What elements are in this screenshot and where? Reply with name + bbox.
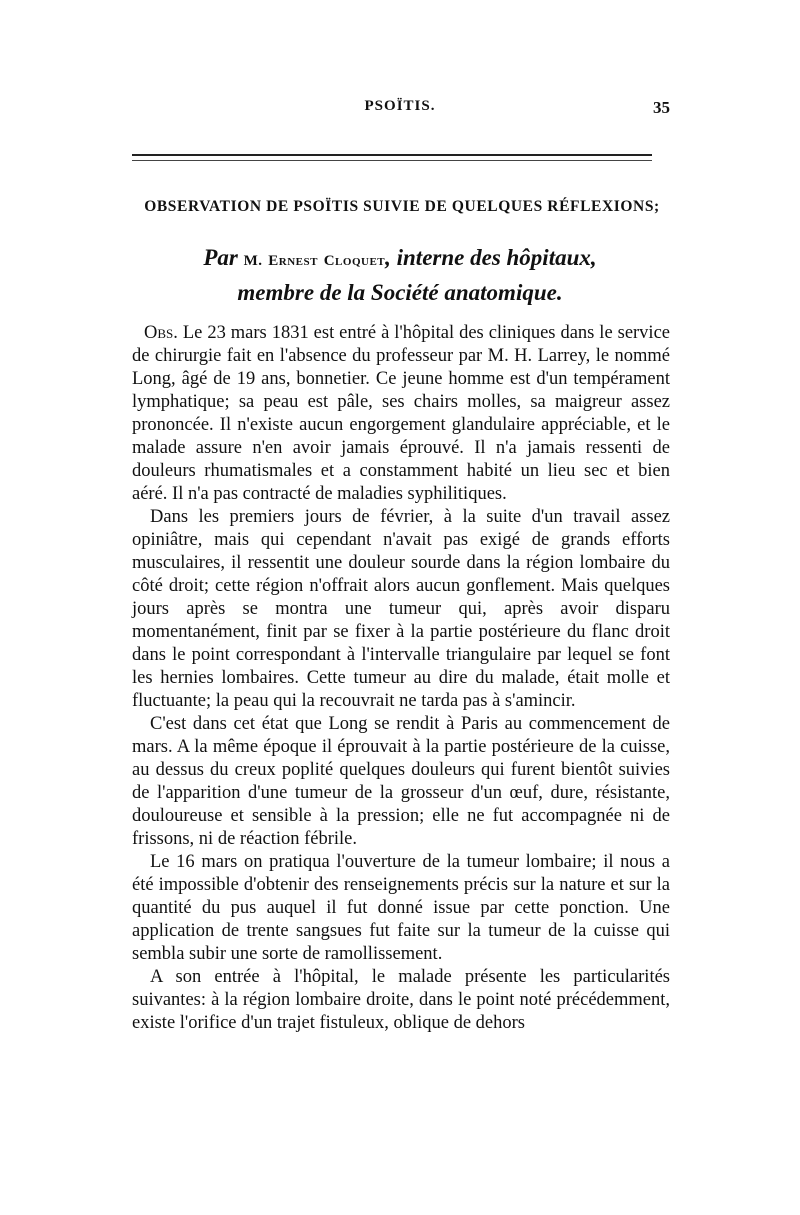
article-body	[132, 322, 670, 1035]
author-last-name: Cloquet	[323, 253, 386, 269]
obs-label: Obs.	[144, 323, 178, 343]
byline-line-1	[150, 242, 650, 277]
byline-prefix: Par	[203, 245, 238, 270]
running-head	[130, 98, 670, 120]
header-rule	[132, 154, 652, 161]
byline-line-2: membre de la Société anatomique.	[237, 280, 563, 305]
paragraph-1-text: Le 23 mars 1831 est entré à l'hôpital des cliniques dans le service de chirurgie fait en l'absence du professeur par M. H. Larrey, le nommé Long, âgé de 19 ans, bonnetier. Ce jeune homme est d'un tempérament lymphatique; sa peau est pâle, ses chairs molles, sa maigreur assez prononcée. Il n'existe aucun engorgement glandulaire appréciable, et le malade assure n'en avoir jamais éprouvé. Il n'a jamais ressenti de douleurs rhumatismales et a constamment habité un lieu sec et bien aéré. Il n'a pas contracté de maladies syphilitiques.	[132, 323, 670, 504]
author-first-name: Ernest	[268, 253, 318, 269]
paragraph-5: A son entrée à l'hôpital, le malade présente les particularités suivantes: à la région lombaire droite, dans le point noté précédemment, existe l'orifice d'un trajet fistuleux, oblique de dehors	[132, 967, 670, 1033]
running-title: PSOÏTIS.	[364, 98, 436, 114]
author-initial: M.	[243, 253, 263, 269]
page-number: 35	[653, 98, 670, 117]
paragraph-2: Dans les premiers jours de février, à la suite d'un travail assez opiniâtre, mais qui cependant n'avait pas exigé de grands efforts musculaires, il ressentit une douleur sourde dans la région lombaire du côté droit; cette région n'offrait alors aucun gonflement. Mais quelques jours après se montra une tumeur qui, après avoir disparu momentanément, finit par se fixer à la partie postérieure du flanc droit dans le point correspondant à l'intervalle triangulaire par lequel se font les hernies lombaires. Cette tumeur au dire du malade, était molle et fluctuante; la peau qui la recouvrait ne tarda pas à s'amincir.	[132, 507, 670, 711]
article-heading: OBSERVATION DE PSOÏTIS SUIVIE DE QUELQUES RÉFLEXIONS;	[144, 198, 660, 215]
byline	[150, 242, 650, 309]
author-role: , interne des hôpitaux,	[385, 245, 597, 270]
paragraph-1	[132, 322, 670, 506]
paragraph-3: C'est dans cet état que Long se rendit à Paris au commencement de mars. A la même époque il éprouvait à la partie postérieure de la cuisse, au dessus du creux poplité quelques douleurs qui furent bientôt suivies de l'apparition d'une tumeur de la grosseur d'un œuf, dure, résistante, douloureuse et sensible à la pression; elle ne fut accompagnée ni de frissons, ni de réaction fébrile.	[132, 714, 670, 849]
paragraph-4: Le 16 mars on pratiqua l'ouverture de la tumeur lombaire; il nous a été impossible d'obtenir des renseignements précis sur la nature et sur la quantité du pus auquel il fut donné issue par cette ponction. Une application de trente sangsues fut faite sur la tumeur de la cuisse qui sembla subir une sorte de ramollissement.	[132, 852, 670, 964]
